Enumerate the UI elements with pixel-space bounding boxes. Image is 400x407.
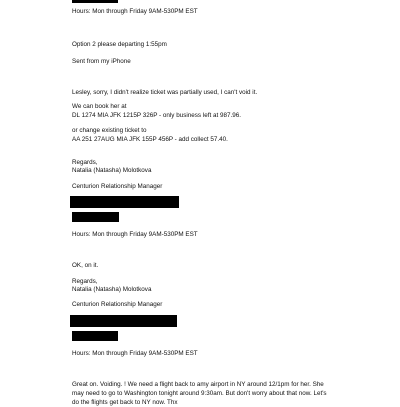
- redaction-bar: [70, 196, 179, 208]
- sender-title: Centurion Relationship Manager: [72, 183, 163, 190]
- flight-option-line: DL 1274 MIA JFK 1215P 326P - only business left at 987.96.: [72, 112, 241, 119]
- signature-line: Sent from my iPhone: [72, 58, 131, 65]
- regards-line: Regards,: [72, 278, 98, 285]
- hours-line: Hours: Mon through Friday 9AM-530PM EST: [72, 231, 198, 238]
- sender-name: Natalia (Natasha) Molotkova: [72, 167, 152, 174]
- redaction-bar: [72, 212, 119, 222]
- redaction-bar: [72, 331, 118, 341]
- flight-option-line: AA 251 27AUG MIA JFK 155P 456P - add collect 57.40.: [72, 136, 228, 143]
- message-text: OK, on it.: [72, 262, 99, 269]
- redaction-bar: [70, 315, 177, 327]
- message-text: We can book her at: [72, 103, 127, 110]
- message-text: do the flights get back to NY now. Thx: [72, 399, 178, 406]
- redaction-bar: [72, 0, 118, 3]
- message-text: Lesley, sorry, I didn't realize ticket was partially used, I can't void it.: [72, 89, 258, 96]
- message-text: or change existing ticket to: [72, 127, 147, 134]
- sender-name: Natalia (Natasha) Molotkova: [72, 286, 152, 293]
- hours-line: Hours: Mon through Friday 9AM-530PM EST: [72, 8, 198, 15]
- message-text: may need to go to Washington tonight around 9:30am. But don't worry about that now. Let's: [72, 390, 327, 397]
- hours-line: Hours: Mon through Friday 9AM-530PM EST: [72, 350, 198, 357]
- reply-text: Option 2 please departing 1:55pm: [72, 41, 167, 48]
- regards-line: Regards,: [72, 159, 98, 166]
- message-text: Great on. Voiding. ! We need a flight back to amy airport in NY around 12/1pm for her. She: [72, 381, 324, 388]
- sender-title: Centurion Relationship Manager: [72, 301, 163, 308]
